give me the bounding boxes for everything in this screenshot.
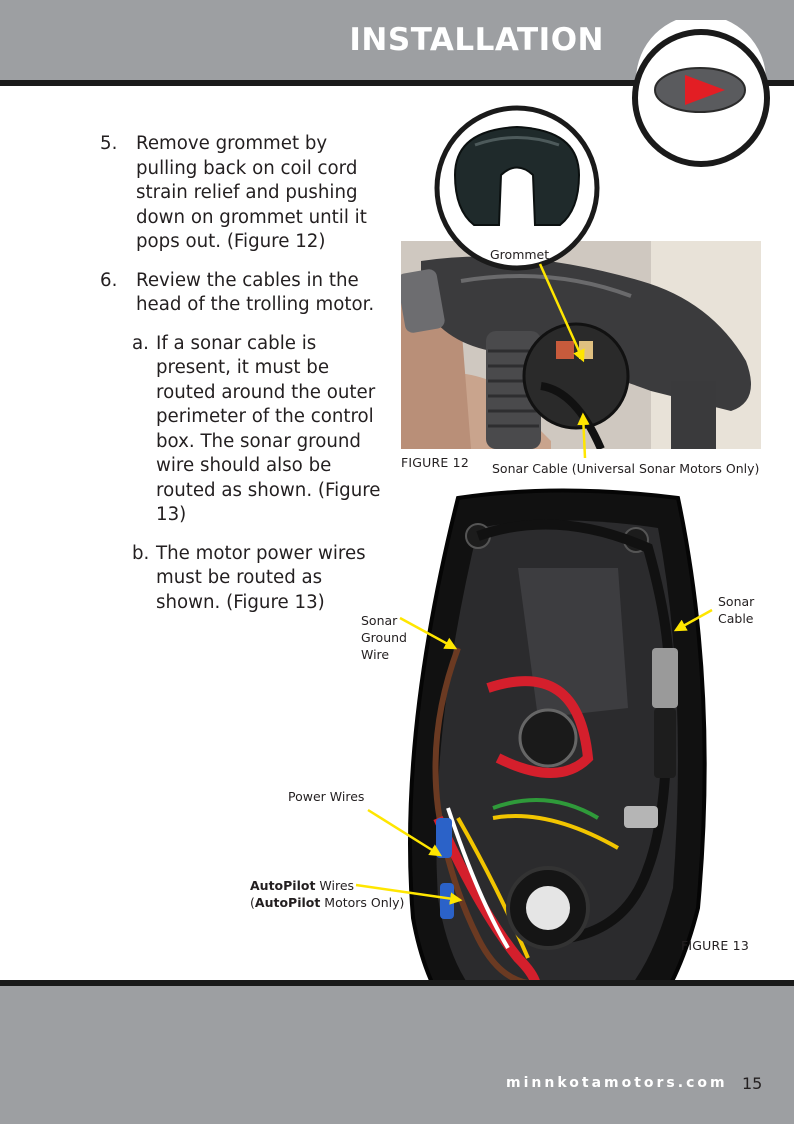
- sonar-cable-label-fig13: [718, 593, 754, 627]
- sonar-ground-wire-label: [361, 612, 407, 663]
- autopilot-paren: (: [250, 895, 255, 910]
- next-page-tab[interactable]: [626, 20, 776, 170]
- page-title: INSTALLATION: [349, 22, 604, 58]
- label-line: [250, 877, 404, 894]
- substep-letter: b.: [132, 542, 150, 564]
- autopilot-bold: AutoPilot: [250, 878, 316, 893]
- step-number: 6.: [100, 269, 118, 291]
- step-text: Review the cables in the head of the trolling motor.: [136, 269, 375, 315]
- power-wires-label: Power Wires: [288, 789, 365, 804]
- step-number: 5.: [100, 133, 118, 154]
- label-line: [250, 894, 404, 911]
- substep-letter: a.: [132, 332, 149, 354]
- grommet-label: Grommet: [490, 247, 550, 262]
- substep-text: If a sonar cable is present, it must be routed around the outer perimeter of the control box. The sonar ground wire should also be routed as shown. (Figure 13): [156, 332, 381, 525]
- label-line: Cable: [718, 611, 754, 626]
- footer-url[interactable]: minnkotamotors.com: [506, 1075, 728, 1091]
- figure-13-caption: FIGURE 13: [681, 938, 749, 953]
- footer-bar: [0, 986, 794, 1124]
- label-line: Sonar: [361, 613, 398, 628]
- page-number: 15: [742, 1074, 763, 1093]
- substep-a: [100, 332, 390, 528]
- autopilot-rest: Motors Only): [320, 895, 405, 910]
- substep-b: [100, 542, 390, 616]
- figure-12-caption: FIGURE 12: [401, 455, 469, 470]
- figure-12-photo: [401, 241, 761, 449]
- substep-text: The motor power wires must be routed as shown. (Figure 13): [156, 542, 366, 613]
- step-text: Remove grommet by pulling back on coil cord strain relief and pushing down on grommet until it pops out. (Figure 12): [136, 133, 367, 252]
- sonar-cable-label-fig12: Sonar Cable (Universal Sonar Motors Only): [492, 461, 760, 476]
- step-6: [100, 269, 390, 318]
- instruction-steps: [100, 132, 390, 629]
- autopilot-rest: Wires: [315, 878, 355, 893]
- step-5: [100, 132, 390, 255]
- label-line: Ground: [361, 630, 407, 645]
- label-line: Sonar: [718, 594, 755, 609]
- autopilot-bold: AutoPilot: [254, 895, 321, 910]
- label-line: Wire: [361, 647, 390, 662]
- autopilot-wires-label: [250, 877, 404, 911]
